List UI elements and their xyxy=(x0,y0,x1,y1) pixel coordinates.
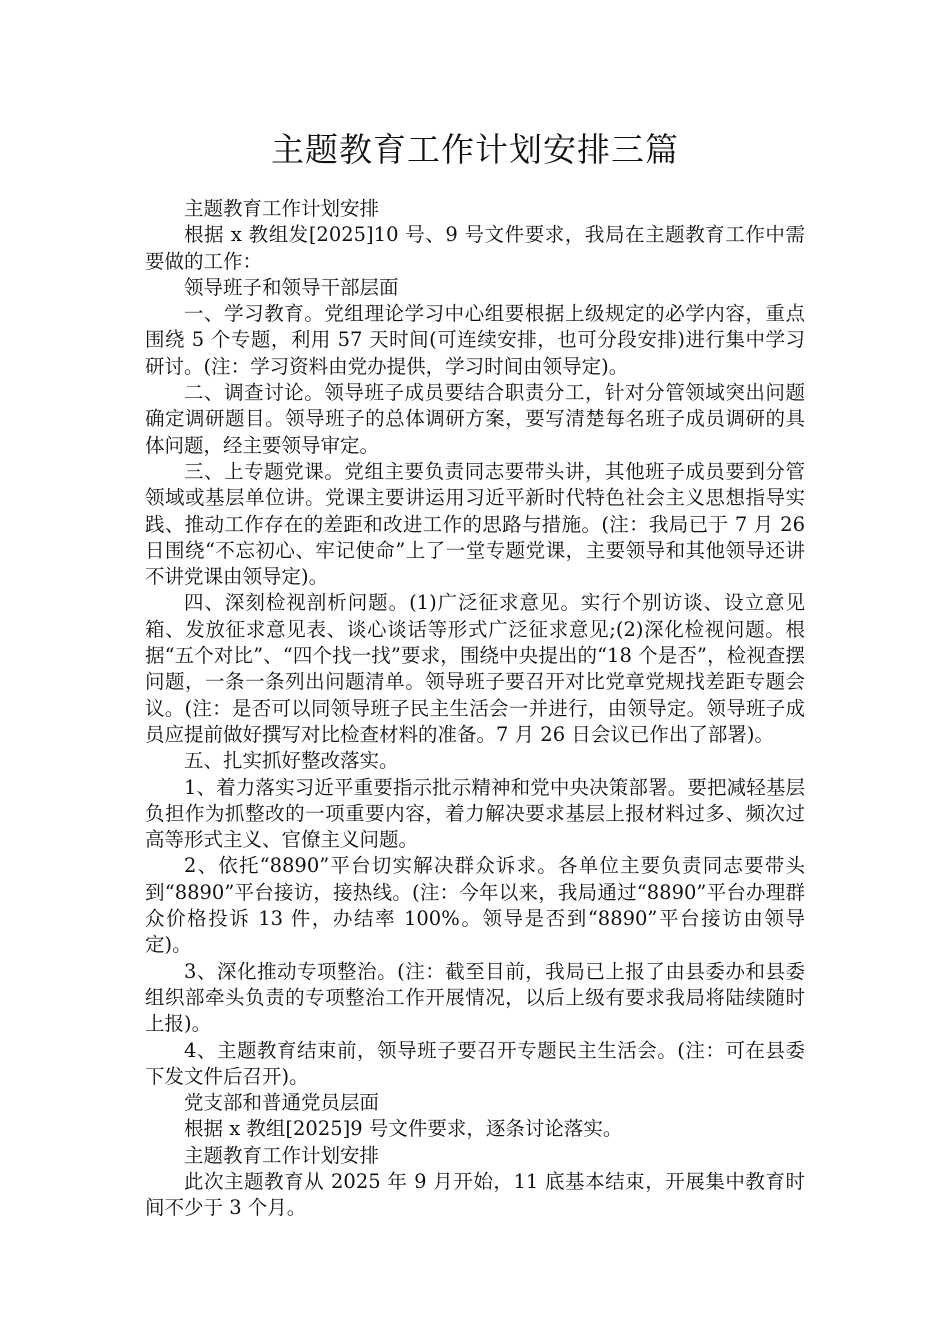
paragraph: 1、着力落实习近平重要指示批示精神和党中央决策部署。要把减轻基层负担作为抓整改的一项重要内容，着力解决要求基层上报材料过多、频次过高等形式主义、官僚主义问题。 xyxy=(145,775,805,852)
paragraph: 根据 x 教组发[2025]10 号、9 号文件要求，我局在主题教育工作中需要做的工作： xyxy=(145,223,805,273)
paragraph: 2、依托“8890”平台切实解决群众诉求。各单位主要负责同志要带头到“8890”平台接访，接热线。(注：今年以来，我局通过“8890”平台办理群众价格投诉 13 件，办结率 100%。领导是否到“8890”平台接访由领导定)。 xyxy=(145,854,805,957)
paragraph: 四、深刻检视剖析问题。(1)广泛征求意见。实行个别访谈、设立意见箱、发放征求意见表、谈心谈话等形式广泛征求意见;(2)深化检视问题。根据“五个对比”、“四个找一找”要求，围绕中央提出的“18 个是否”，检视查摆问题，一条一条列出问题清单。领导班子要召开对比党章党规找差距专题会议。(注：是否可以同领导班子民主生活会一并进行，由领导定。领导班子成员应提前做好撰写对比检查材料的准备。7 月 26 日会议已作出了部署)。 xyxy=(145,591,805,746)
paragraph: 三、上专题党课。党组主要负责同志要带头讲，其他班子成员要到分管领域或基层单位讲。党课主要讲运用习近平新时代特色社会主义思想指导实践、推动工作存在的差距和改进工作的思路与措施。(注：我局已于 7 月 26 日围绕“不忘初心、牢记使命”上了一堂专题党课，主要领导和其他领导还讲不讲党课由领导定)。 xyxy=(145,459,805,589)
section-heading: 领导班子和领导干部层面 xyxy=(184,275,399,299)
document-title: 主题教育工作计划安排三篇 xyxy=(271,130,679,169)
document-body xyxy=(145,196,805,1222)
paragraph: 3、深化推动专项整治。(注：截至目前，我局已上报了由县委办和县委组织部牵头负责的专项整治工作开展情况，以后上级有要求我局将陆续随时上报)。 xyxy=(145,959,805,1036)
paragraph: 根据 x 教组[2025]9 号文件要求，逐条讨论落实。 xyxy=(184,1117,623,1141)
section-heading: 主题教育工作计划安排 xyxy=(184,197,380,220)
paragraph: 4、主题教育结束前，领导班子要召开专题民主生活会。(注：可在县委下发文件后召开)。 xyxy=(145,1038,805,1088)
paragraph: 一、学习教育。党组理论学习中心组要根据上级规定的必学内容，重点围绕 5 个专题，利用 57 天时间(可连续安排，也可分段安排)进行集中学习研讨。(注：学习资料由党办提供，学习时间由领导定)。 xyxy=(145,302,805,378)
section-heading: 党支部和普通党员层面 xyxy=(184,1091,380,1115)
paragraph: 此次主题教育从 2025 年 9 月开始，11 底基本结束，开展集中教育时间不少于 3 个月。 xyxy=(145,1169,805,1220)
paragraph: 二、调查讨论。领导班子成员要结合职责分工，针对分管领域突出问题确定调研题目。领导班子的总体调研方案，要写清楚每名班子成员调研的具体问题，经主要领导审定。 xyxy=(145,381,805,457)
section-heading: 主题教育工作计划安排 xyxy=(184,1143,380,1167)
section-heading: 五、扎实抓好整改落实。 xyxy=(184,749,399,773)
